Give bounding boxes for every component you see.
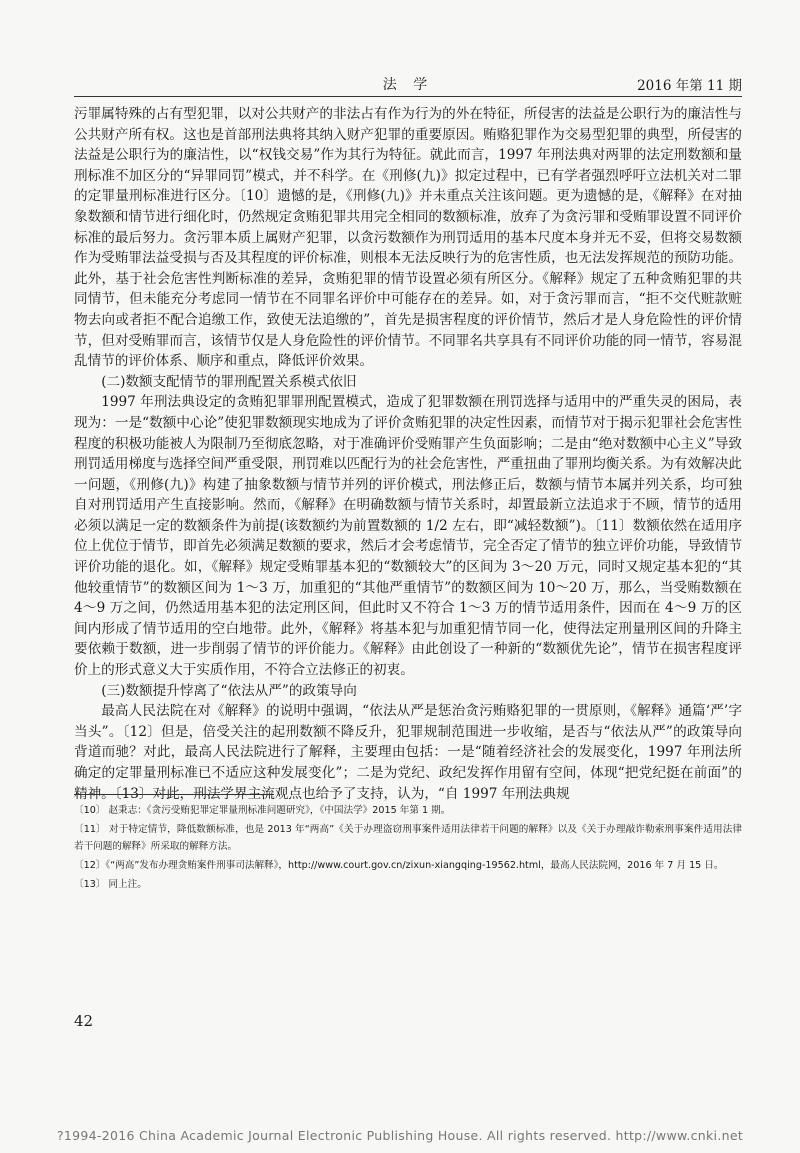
- footnote-separator: [74, 794, 274, 795]
- running-header: [74, 72, 742, 97]
- paragraph-2: 1997 年刑法典设定的贪贿犯罪罪刑配置模式，造成了犯罪数额在刑罚选择与适用中的严重失灵的困局，表现为：一是“数额中心论”使犯罪数额现实地成为了评价贪贿犯罪的决定性因素，而情节对于揭示犯罪社会危害性程度的积极功能被人为限制乃至彻底忽略，对于准确评价受贿罪产生负面影响；二是由“绝对数额中心主义”导致刑罚适用梯度与选择空间严重受限，刑罚难以匹配行为的社会危害性，严重扭曲了罪刑均衡关系。为有效解决此一问题，《刑修(九)》构建了抽象数额与情节并列的评价模式，刑法修正后，数额与情节本属并列关系，均可独自对刑罚适用产生直接影响。然而，《解释》在明确数额与情节关系时，却置最新立法追求于不顾，情节的适用必须以满足一定的数额条件为前提(该数额约为前置数额的 1/2 左右，即“减轻数额”)。〔11〕数额依然在适用序位上优位于情节，即首先必须满足数额的要求，然后才会考虑情节，完全否定了情节的独立评价功能，导致情节评价功能的退化。如，《解释》规定受贿罪基本犯的“数额较大”的区间为 3～20 万元，同时又规定基本犯的“其他较重情节”的数额区间为 1～3 万，加重犯的“其他严重情节”的数额区间为 10～20 万，那么，当受贿数额在 4～9 万之间，仍然适用基本犯的法定刑区间，但此时又不符合 1～3 万的情节适用条件，因而在 4～9 万的区间内形成了情节适用的空白地带。此外，《解释》将基本犯与加重犯情节同一化，使得法定刑量刑区间的升降主要依赖于数额，进一步削弱了情节的评价能力。《解释》由此创设了一种新的“数额优先论”，情节在损害程度评价上的形式意义大于实质作用，不符合立法修正的初衷。: [74, 394, 742, 679]
- main-text: [74, 104, 742, 804]
- page-number: 42: [74, 1012, 94, 1030]
- footnote-12: 〔12〕《“两高”发布办理贪贿案件刑事司法解释》，http://www.court.gov.cn/zixun-xiangqing-19562.html，最高人民法院网，2016 年 7 月 15 日。: [74, 860, 724, 871]
- paragraph-3: 最高人民法院在对《解释》的说明中强调，“依法从严是惩治贪污贿赂犯罪的一贯原则，《解释》通篇‘严’字当头”。〔12〕但是，倍受关注的起刑数额不降反升，犯罪规制范围进一步收缩，是否与“依法从严”的政策导向背道而驰？对此，最高人民法院进行了解释，主要理由包括：一是“随着经济社会的发展变化，1997 年刑法所确定的定罪量刑标准已不适应这种发展变化”；二是为党纪、政纪发挥作用留有空间，体现“把党纪挺在前面”的精神。〔13〕对此，刑法学界主流观点也给予了支持，认为，“自 1997 年刑法典规: [74, 703, 742, 802]
- footnote-10: 〔10〕 赵秉志：《贪污受贿犯罪定罪量刑标准问题研究》，《中国法学》2015 年第 1 期。: [74, 805, 451, 816]
- issue-label: 2016 年第 11 期: [637, 78, 742, 94]
- copyright-footer: ?1994-2016 China Academic Journal Electronic Publishing House. All rights reserved. http://www.cnki.net: [56, 1128, 744, 1143]
- section-heading-3: (三)数额提升悖离了“依法从严”的政策导向: [101, 682, 357, 699]
- footnote-13: 〔13〕 同上注。: [74, 879, 147, 890]
- paragraph-1: 污罪属特殊的占有型犯罪，以对公共财产的非法占有作为行为的外在特征，所侵害的法益是公职行为的廉洁性与公共财产所有权。这也是首部刑法典将其纳入财产犯罪的重要原因。贿赂犯罪作为交易型犯罪的典型，所侵害的法益是公职行为的廉洁性，以“权钱交易”作为其行为特征。就此而言，1997 年刑法典对两罪的法定刑数额和量刑标准不加区分的“异罪同罚”模式，并不科学。在《刑修(九)》拟定过程中，已有学者强烈呼吁立法机关对二罪的定罪量刑标准进行区分。〔10〕遗憾的是，《刑修(九)》并未重点关注该问题。更为遗憾的是，《解释》在对抽象数额和情节进行细化时，仍然规定贪贿犯罪共用完全相同的数额标准，放弃了为贪污罪和受贿罪设置不同评价标准的最后努力。贪污罪本质上属财产犯罪，以贪污数额作为刑罚适用的基本尺度本身并无不妥，但将交易数额作为受贿罪法益受损与否及其程度的评价标准，则根本无法反映行为的危害性质，也无法发挥规范的预防功能。此外，基于社会危害性判断标准的差异，贪贿犯罪的情节设置必须有所区分。《解释》规定了五种贪贿犯罪的共同情节，但未能充分考虑同一情节在不同罪名评价中可能存在的差异。如，对于贪污罪而言，“拒不交代赃款赃物去向或者拒不配合追缴工作，致使无法追缴的”，首先是损害程度的评价情节，然后才是人身危险性的评价情节，但对受贿罪而言，该情节仅是人身危险性的评价情节。不同罪名共享具有不同评价功能的同一情节，容易混乱情节的评价体系、顺序和重点，降低评价效果。: [74, 106, 742, 370]
- footnote-11: 〔11〕 对于特定情节，降低数额标准，也是 2013 年“两高”《关于办理盗窃刑事案件适用法律若干问题的解释》以及《关于办理敲诈勒索刑事案件适用法律若干问题的解释》所采取的解释方法。: [74, 824, 742, 852]
- section-heading-2: (二)数额支配情节的罪刑配置关系模式依旧: [101, 373, 357, 390]
- footnotes: [74, 802, 742, 895]
- journal-title: 法 学: [382, 77, 434, 93]
